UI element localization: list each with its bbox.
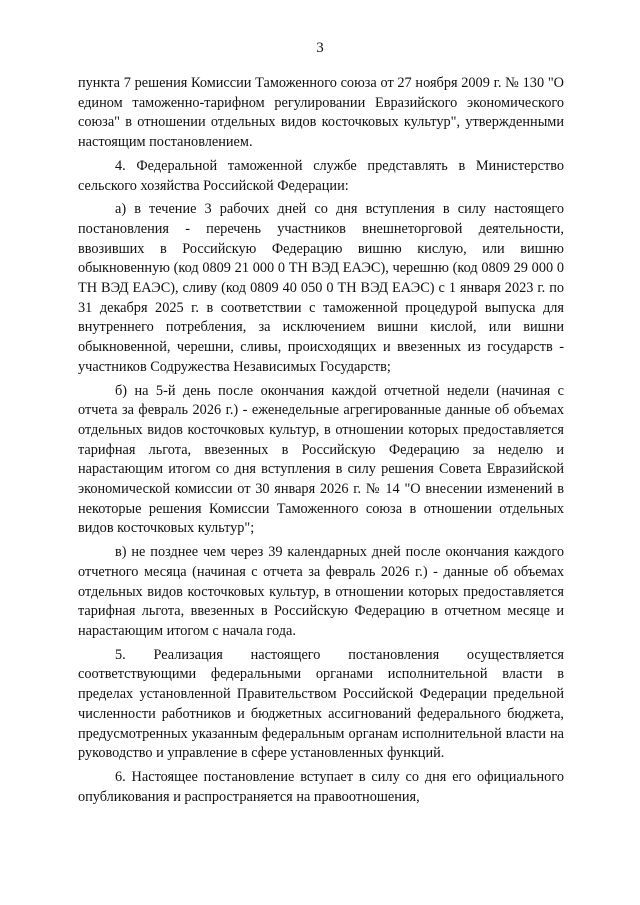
document-body [78,74,564,811]
paragraph-item-6: 6. Настоящее постановление вступает в силу со дня его официального опубликования и распространяется на правоотношения, [78,768,564,805]
paragraph-item-4: 4. Федеральной таможенной службе представлять в Министерство сельского хозяйства Российской Федерации: [78,157,564,194]
page-number: 3 [316,40,324,56]
paragraph-subitem-b: б) на 5-й день после окончания каждой отчетной недели (начиная с отчета за февраль 2026 г.) - еженедельные агрегированные данные об объемах отдельных видов косточковых культур, в отношении которых предоставляется тарифная льгота, ввезенных в Российскую Федерацию за неделю и нарастающим итогом со дня вступления в силу решения Совета Евразийской экономической комиссии от 30 января 2026 г. № 14 "О внесении изменений в некоторые решения Комиссии Таможенного союза в отношении отдельных видов косточковых культур"; [78,382,564,537]
paragraph-continuation: пункта 7 решения Комиссии Таможенного союза от 27 ноября 2009 г. № 130 "О едином таможенно-тарифном регулировании Евразийского экономического союза" в отношении отдельных видов косточковых культур", утвержденными настоящим постановлением. [78,75,564,151]
paragraph-subitem-a: а) в течение 3 рабочих дней со дня вступления в силу настоящего постановления - перечень участников внешнеторговой деятельности, ввозивших в Российскую Федерацию вишню кислую, или вишню обыкновенную (код 0809 21 000 0 ТН ВЭД ЕАЭС), черешню (код 0809 29 000 0 ТН ВЭД ЕАЭС), сливу (код 0809 40 050 0 ТН ВЭД ЕАЭС) с 1 января 2023 г. по 31 декабря 2025 г. в соответствии с таможенной процедурой выпуска для внутреннего потребления, за исключением вишни кислой, или вишни обыкновенной, черешни, сливы, происходящих и ввезенных из государств - участников Содружества Независимых Государств; [78,201,564,375]
paragraph-subitem-v: в) не позднее чем через 39 календарных дней после окончания каждого отчетного месяца (начиная с отчета за февраль 2026 г.) - данные об объемах отдельных видов косточковых культур, в отношении которых предоставляется тарифная льгота, ввезенных в Российскую Федерацию в отчетном месяце и нарастающим итогом с начала года. [78,544,564,639]
paragraph-item-5: 5. Реализация настоящего постановления осуществляется соответствующими федеральными органами исполнительной власти в пределах установленной Правительством Российской Федерации предельной численности работников и бюджетных ассигнований федерального бюджета, предусмотренных указанным федеральным органам исполнительной власти на руководство и управление в сфере установленных функций. [78,646,564,762]
